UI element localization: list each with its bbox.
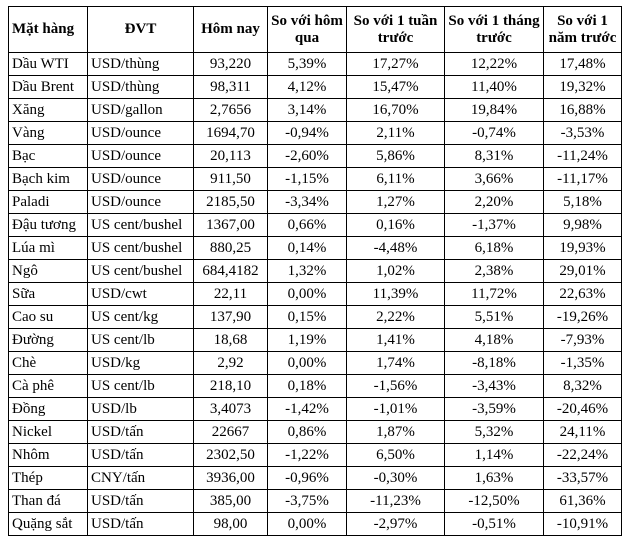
price-cell: 98,00 <box>194 513 268 536</box>
header-vs-year: So với 1 năm trước <box>544 7 622 53</box>
change-month-cell: 6,18% <box>445 237 544 260</box>
table-row <box>9 398 622 421</box>
change-day-cell: 1,32% <box>268 260 347 283</box>
change-month-cell: -8,18% <box>445 352 544 375</box>
change-week-cell: 15,47% <box>347 76 445 99</box>
change-day-cell: 3,14% <box>268 99 347 122</box>
table-row <box>9 214 622 237</box>
price-cell: 3936,00 <box>194 467 268 490</box>
change-month-cell: 8,31% <box>445 145 544 168</box>
price-cell: 2302,50 <box>194 444 268 467</box>
change-month-cell: 11,40% <box>445 76 544 99</box>
price-cell: 2,92 <box>194 352 268 375</box>
change-day-cell: -3,75% <box>268 490 347 513</box>
price-cell: 20,113 <box>194 145 268 168</box>
commodity-cell: Quặng sắt <box>9 513 88 536</box>
change-month-cell: 5,32% <box>445 421 544 444</box>
header-unit: ĐVT <box>88 7 194 53</box>
unit-cell: USD/cwt <box>88 283 194 306</box>
commodity-cell: Nickel <box>9 421 88 444</box>
change-month-cell: 1,63% <box>445 467 544 490</box>
change-year-cell: -11,17% <box>544 168 622 191</box>
table-row <box>9 490 622 513</box>
unit-cell: US cent/lb <box>88 375 194 398</box>
commodity-cell: Thép <box>9 467 88 490</box>
table-row <box>9 467 622 490</box>
commodity-cell: Chè <box>9 352 88 375</box>
change-week-cell: 1,27% <box>347 191 445 214</box>
change-week-cell: -11,23% <box>347 490 445 513</box>
header-commodity: Mặt hàng <box>9 7 88 53</box>
unit-cell: US cent/bushel <box>88 237 194 260</box>
price-cell: 98,311 <box>194 76 268 99</box>
change-week-cell: -4,48% <box>347 237 445 260</box>
header-today: Hôm nay <box>194 7 268 53</box>
change-month-cell: -1,37% <box>445 214 544 237</box>
commodity-cell: Sữa <box>9 283 88 306</box>
change-year-cell: 17,48% <box>544 53 622 76</box>
unit-cell: USD/lb <box>88 398 194 421</box>
price-cell: 385,00 <box>194 490 268 513</box>
price-cell: 93,220 <box>194 53 268 76</box>
change-day-cell: -3,34% <box>268 191 347 214</box>
change-month-cell: 5,51% <box>445 306 544 329</box>
change-week-cell: 1,02% <box>347 260 445 283</box>
commodity-cell: Cà phê <box>9 375 88 398</box>
change-year-cell: 8,32% <box>544 375 622 398</box>
change-week-cell: -0,30% <box>347 467 445 490</box>
change-day-cell: -1,22% <box>268 444 347 467</box>
commodity-cell: Nhôm <box>9 444 88 467</box>
commodity-cell: Ngô <box>9 260 88 283</box>
change-day-cell: -0,94% <box>268 122 347 145</box>
table-row <box>9 145 622 168</box>
table-row <box>9 352 622 375</box>
table-row <box>9 99 622 122</box>
unit-cell: USD/tấn <box>88 421 194 444</box>
unit-cell: USD/tấn <box>88 490 194 513</box>
change-week-cell: 1,74% <box>347 352 445 375</box>
change-year-cell: -3,53% <box>544 122 622 145</box>
table-row <box>9 260 622 283</box>
unit-cell: US cent/kg <box>88 306 194 329</box>
price-cell: 684,4182 <box>194 260 268 283</box>
unit-cell: CNY/tấn <box>88 467 194 490</box>
change-year-cell: 5,18% <box>544 191 622 214</box>
change-month-cell: 2,20% <box>445 191 544 214</box>
table-row <box>9 444 622 467</box>
change-month-cell: -3,59% <box>445 398 544 421</box>
table-row <box>9 53 622 76</box>
change-week-cell: -2,97% <box>347 513 445 536</box>
change-year-cell: 19,32% <box>544 76 622 99</box>
change-day-cell: -2,60% <box>268 145 347 168</box>
change-week-cell: 16,70% <box>347 99 445 122</box>
table-body <box>9 53 622 536</box>
change-year-cell: 9,98% <box>544 214 622 237</box>
unit-cell: US cent/bushel <box>88 214 194 237</box>
table-row <box>9 421 622 444</box>
unit-cell: USD/ounce <box>88 122 194 145</box>
change-year-cell: -19,26% <box>544 306 622 329</box>
change-week-cell: 1,41% <box>347 329 445 352</box>
change-week-cell: 1,87% <box>347 421 445 444</box>
unit-cell: US cent/lb <box>88 329 194 352</box>
unit-cell: USD/thùng <box>88 53 194 76</box>
change-year-cell: -22,24% <box>544 444 622 467</box>
change-year-cell: -7,93% <box>544 329 622 352</box>
change-year-cell: 22,63% <box>544 283 622 306</box>
header-vs-yesterday: So với hôm qua <box>268 7 347 53</box>
commodity-cell: Bạch kim <box>9 168 88 191</box>
table-row <box>9 283 622 306</box>
price-cell: 22667 <box>194 421 268 444</box>
change-week-cell: 5,86% <box>347 145 445 168</box>
change-week-cell: 0,16% <box>347 214 445 237</box>
commodity-cell: Lúa mì <box>9 237 88 260</box>
change-week-cell: -1,56% <box>347 375 445 398</box>
commodity-cell: Dầu Brent <box>9 76 88 99</box>
change-year-cell: -11,24% <box>544 145 622 168</box>
change-week-cell: 11,39% <box>347 283 445 306</box>
header-vs-month: So với 1 tháng trước <box>445 7 544 53</box>
change-day-cell: 0,18% <box>268 375 347 398</box>
unit-cell: USD/gallon <box>88 99 194 122</box>
price-cell: 2,7656 <box>194 99 268 122</box>
commodity-cell: Vàng <box>9 122 88 145</box>
unit-cell: US cent/bushel <box>88 260 194 283</box>
commodity-cell: Cao su <box>9 306 88 329</box>
change-day-cell: 5,39% <box>268 53 347 76</box>
change-day-cell: 0,66% <box>268 214 347 237</box>
price-cell: 18,68 <box>194 329 268 352</box>
change-year-cell: -20,46% <box>544 398 622 421</box>
change-year-cell: -33,57% <box>544 467 622 490</box>
change-day-cell: -0,96% <box>268 467 347 490</box>
change-day-cell: 0,14% <box>268 237 347 260</box>
commodity-cell: Xăng <box>9 99 88 122</box>
commodity-cell: Đậu tương <box>9 214 88 237</box>
change-day-cell: 0,00% <box>268 283 347 306</box>
change-day-cell: 0,00% <box>268 352 347 375</box>
table-row <box>9 122 622 145</box>
unit-cell: USD/tấn <box>88 444 194 467</box>
table-row <box>9 191 622 214</box>
change-week-cell: 2,22% <box>347 306 445 329</box>
change-month-cell: 19,84% <box>445 99 544 122</box>
change-day-cell: 0,15% <box>268 306 347 329</box>
change-month-cell: -0,74% <box>445 122 544 145</box>
change-month-cell: 2,38% <box>445 260 544 283</box>
header-vs-week: So với 1 tuần trước <box>347 7 445 53</box>
change-week-cell: 6,50% <box>347 444 445 467</box>
change-week-cell: -1,01% <box>347 398 445 421</box>
change-day-cell: -1,42% <box>268 398 347 421</box>
change-day-cell: 1,19% <box>268 329 347 352</box>
commodity-cell: Đồng <box>9 398 88 421</box>
unit-cell: USD/ounce <box>88 145 194 168</box>
table-row <box>9 76 622 99</box>
unit-cell: USD/tấn <box>88 513 194 536</box>
price-cell: 218,10 <box>194 375 268 398</box>
change-day-cell: 0,00% <box>268 513 347 536</box>
change-month-cell: 11,72% <box>445 283 544 306</box>
table-row <box>9 237 622 260</box>
change-week-cell: 6,11% <box>347 168 445 191</box>
price-cell: 880,25 <box>194 237 268 260</box>
change-month-cell: 3,66% <box>445 168 544 191</box>
change-month-cell: 1,14% <box>445 444 544 467</box>
change-week-cell: 2,11% <box>347 122 445 145</box>
change-year-cell: -1,35% <box>544 352 622 375</box>
commodity-cell: Paladi <box>9 191 88 214</box>
change-year-cell: -10,91% <box>544 513 622 536</box>
table-row <box>9 329 622 352</box>
change-month-cell: 12,22% <box>445 53 544 76</box>
price-cell: 1694,70 <box>194 122 268 145</box>
price-cell: 2185,50 <box>194 191 268 214</box>
table-row <box>9 306 622 329</box>
price-cell: 137,90 <box>194 306 268 329</box>
change-year-cell: 24,11% <box>544 421 622 444</box>
price-cell: 22,11 <box>194 283 268 306</box>
change-day-cell: -1,15% <box>268 168 347 191</box>
change-year-cell: 16,88% <box>544 99 622 122</box>
unit-cell: USD/ounce <box>88 191 194 214</box>
change-month-cell: 4,18% <box>445 329 544 352</box>
price-cell: 1367,00 <box>194 214 268 237</box>
price-cell: 911,50 <box>194 168 268 191</box>
commodity-cell: Đường <box>9 329 88 352</box>
change-month-cell: -12,50% <box>445 490 544 513</box>
table-row <box>9 168 622 191</box>
change-month-cell: -0,51% <box>445 513 544 536</box>
price-cell: 3,4073 <box>194 398 268 421</box>
header-row <box>9 7 622 53</box>
commodity-cell: Dầu WTI <box>9 53 88 76</box>
change-month-cell: -3,43% <box>445 375 544 398</box>
change-year-cell: 19,93% <box>544 237 622 260</box>
change-year-cell: 61,36% <box>544 490 622 513</box>
unit-cell: USD/ounce <box>88 168 194 191</box>
commodity-cell: Than đá <box>9 490 88 513</box>
change-day-cell: 4,12% <box>268 76 347 99</box>
table-row <box>9 513 622 536</box>
commodity-price-table <box>8 6 622 536</box>
commodity-cell: Bạc <box>9 145 88 168</box>
table-row <box>9 375 622 398</box>
unit-cell: USD/kg <box>88 352 194 375</box>
change-week-cell: 17,27% <box>347 53 445 76</box>
change-year-cell: 29,01% <box>544 260 622 283</box>
unit-cell: USD/thùng <box>88 76 194 99</box>
change-day-cell: 0,86% <box>268 421 347 444</box>
